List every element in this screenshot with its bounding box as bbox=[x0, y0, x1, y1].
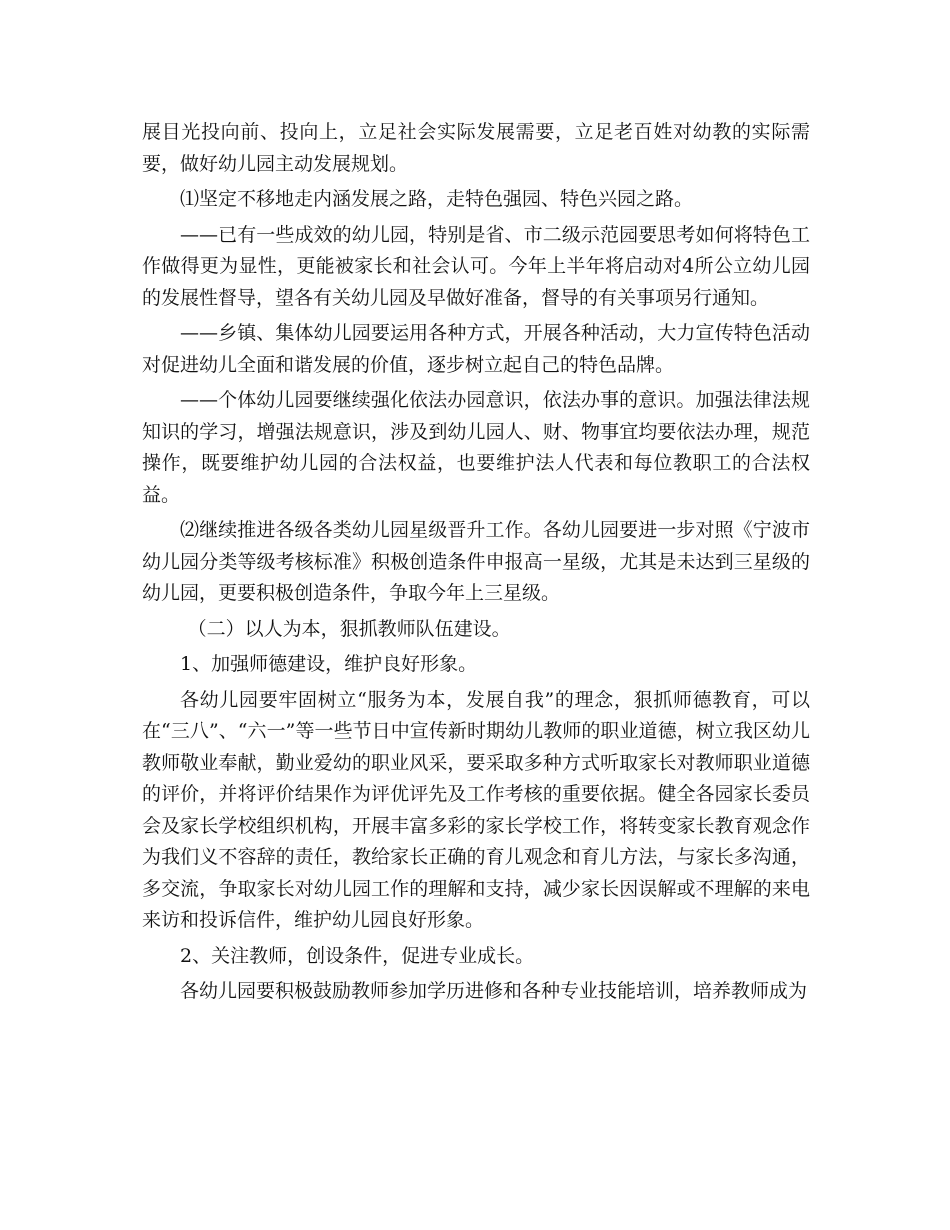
paragraph-demonstration-kindergartens: ——已有一些成效的幼儿园，特别是省、市二级示范园要思考如何将特色工作做得更为显性，更能被家长和社会认可。今年上半年将启动对4所公立幼儿园的发展性督导，望各有关幼儿园及早做好准备，督导的有关事项另行通知。 bbox=[142, 223, 810, 309]
paragraph-teacher-growth: 各幼儿园要积极鼓励教师参加学历进修和各种专业技能培训，培养教师成为 bbox=[180, 980, 808, 1002]
paragraph-teacher-ethics: 各幼儿园要牢固树立“服务为本，发展自我”的理念，狠抓师德教育，可以在“三八”、“六一”等一些节日中宣传新时期幼儿教师的职业道德，树立我区幼儿教师敬业奉献，勤业爱幼的职业风采，要采取多种方式听取家长对教师职业道德的评价，并将评价结果作为评优评先及工作考核的重要依据。健全各园家长委员会及家长学校组织机构，开展丰富多彩的家长学校工作，将转变家长教育观念作为我们义不容辞的责任，教给家长正确的育儿观念和育儿方法，与家长多沟通，多交流，争取家长对幼儿园工作的理解和支持，减少家长因误解或不理解的来电来访和投诉信件，维护幼儿园良好形象。 bbox=[142, 688, 810, 931]
section-heading-2: （二）以人为本，狠抓教师队伍建设。 bbox=[187, 617, 511, 640]
subheading-teacher-growth: 2、关注教师，创设条件，促进专业成长。 bbox=[180, 944, 535, 967]
paragraph-township-kindergartens: ——乡镇、集体幼儿园要运用各种方式，开展各种活动，大力宣传特色活动对促进幼儿全面和谐发展的价值，逐步树立起自己的特色品牌。 bbox=[142, 322, 810, 376]
paragraph-item-2: ⑵继续推进各级各类幼儿园星级晋升工作。各幼儿园要进一步对照《宁波市幼儿园分类等级考核标准》积极创造条件申报高一星级，尤其是未达到三星级的幼儿园，更要积极创造条件，争取今年上三星级。 bbox=[142, 519, 810, 604]
paragraph-private-kindergartens: ——个体幼儿园要继续强化依法办园意识，依法办事的意识。加强法律法规知识的学习，增强法规意识，涉及到幼儿园人、财、物事宜均要依法办理，规范操作，既要维护幼儿园的合法权益，也要维护法人代表和每位教职工的合法权益。 bbox=[142, 389, 810, 506]
paragraph-item-1: ⑴坚定不移地走内涵发展之路，走特色强园、特色兴园之路。 bbox=[180, 188, 694, 210]
subheading-teacher-ethics: 1、加强师德建设，维护良好形象。 bbox=[180, 653, 478, 675]
paragraph-continuation: 展目光投向前、投向上，立足社会实际发展需要，立足老百姓对幼教的实际需要，做好幼儿园主动发展规划。 bbox=[142, 121, 810, 175]
